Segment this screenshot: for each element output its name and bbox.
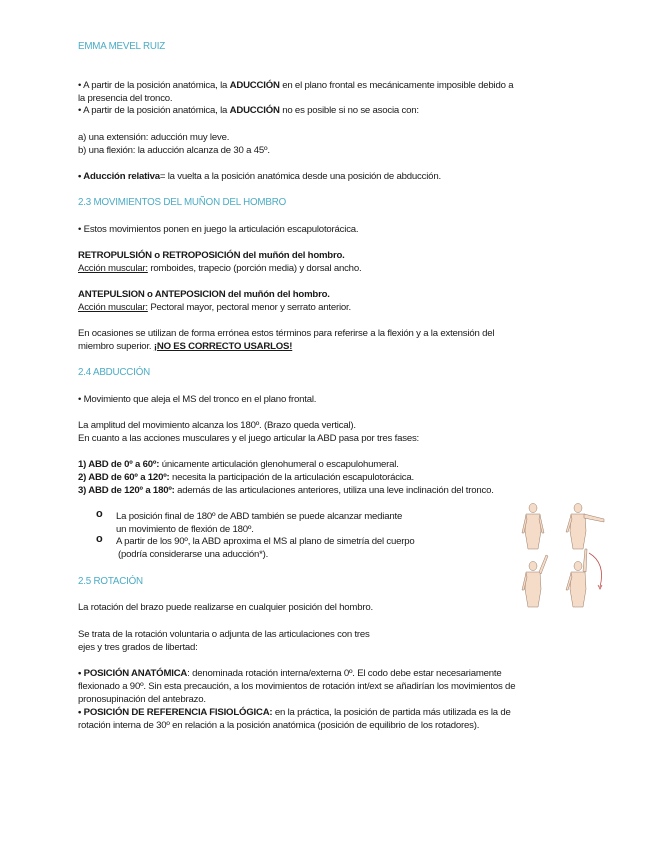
s24-amplitude xyxy=(78,419,419,445)
text: además de las articulaciones anteriores, utiliza una leve inclinación del tronco. xyxy=(174,485,494,496)
text: : denominada rotación interna/externa 0º. El codo debe estar necesariamente xyxy=(187,668,502,679)
s24-bullet: • Movimiento que aleja el MS del tronco en el plano frontal. xyxy=(78,394,317,405)
text: = la vuelta a la posición anatómica desde una posición de abducción. xyxy=(159,171,441,182)
list-marker: o xyxy=(96,533,103,545)
text: pronosupinación del antebrazo. xyxy=(78,694,206,705)
bold-term: ADUCCIÓN xyxy=(229,105,280,116)
adduction-combinations xyxy=(78,131,270,157)
bold-term: ADUCCIÓN xyxy=(229,80,280,91)
s25-rotation-def xyxy=(78,628,370,654)
text: ejes y tres grados de libertad: xyxy=(78,642,198,653)
text: • A partir de la posición anatómica, la xyxy=(78,105,230,116)
retro-title: RETROPULSIÓN o RETROPOSICIÓN del muñón del hombro. xyxy=(78,250,345,261)
section-heading-2-4: 2.4 ABDUCCIÓN xyxy=(78,367,150,378)
warning-text: ¡NO ES CORRECTO USARLOS! xyxy=(153,341,293,352)
text: Pectoral mayor, pectoral menor y serrato anterior. xyxy=(147,302,351,313)
s23-bullet: • Estos movimientos ponen en juego la articulación escapulotorácica. xyxy=(78,224,359,235)
text: en la práctica, la posición de partida más utilizada es la de xyxy=(272,707,511,718)
text: En ocasiones se utilizan de forma errónea estos términos para referirse a la flexión y a la extensión del xyxy=(78,328,495,339)
sub-point-2 xyxy=(116,535,415,561)
text: La amplitud del movimiento alcanza los 180º. (Brazo queda vertical). xyxy=(78,420,356,431)
text: no es posible si no se asocia con: xyxy=(279,105,419,116)
text: Se trata de la rotación voluntaria o adjunta de las articulaciones con tres xyxy=(78,629,370,640)
list-marker: o xyxy=(96,508,103,520)
muscle-action-label: Acción muscular: xyxy=(78,302,148,313)
text: La posición final de 180º de ABD también se puede alcanzar mediante xyxy=(116,511,403,522)
section-heading-2-3: 2.3 MOVIMIENTOS DEL MUÑON DEL HOMBRO xyxy=(78,197,287,208)
reference-position xyxy=(78,706,511,732)
text: únicamente articulación glenohumeral o escapulohumeral. xyxy=(159,459,399,470)
adduction-bullet-2 xyxy=(78,104,419,117)
phase-label: 1) ABD de 0º a 60º: xyxy=(78,459,160,470)
text: (podría considerarse una aducción*). xyxy=(118,549,269,560)
sub-point-1 xyxy=(116,510,402,536)
bold-term: • POSICIÓN DE REFERENCIA FISIOLÓGICA: xyxy=(78,707,273,718)
s25-intro: La rotación del brazo puede realizarse en cualquier posición del hombro. xyxy=(78,602,373,613)
anatomic-position xyxy=(78,667,515,706)
phase-label: 3) ABD de 120º a 180º: xyxy=(78,485,175,496)
abd-phases xyxy=(78,458,494,497)
section-heading-2-5: 2.5 ROTACIÓN xyxy=(78,576,143,587)
phase-label: 2) ABD de 60º a 120º: xyxy=(78,472,170,483)
text: necesita la participación de la articulación escapulotorácica. xyxy=(169,472,414,483)
text: romboides, trapecio (porción media) y dorsal ancho. xyxy=(147,263,362,274)
retropulsion-block xyxy=(78,249,361,275)
text: rotación interna de 30º en relación a la posición anatómica (posición de equilibrio de los rotadores). xyxy=(78,720,480,731)
adduction-bullet-1 xyxy=(78,79,513,105)
bold-term: • Aducción relativa xyxy=(78,171,160,182)
text: miembro superior. xyxy=(78,341,154,352)
text: En cuanto a las acciones musculares y el juego articular la ABD pasa por tres fases: xyxy=(78,433,420,444)
combo-flexion: b) una flexión: la aducción alcanza de 30 a 45º. xyxy=(78,145,270,156)
text: en el plano frontal es mecánicamente imposible debido a xyxy=(279,80,514,91)
text: • A partir de la posición anatómica, la xyxy=(78,80,230,91)
s23-note xyxy=(78,327,494,353)
text: la presencia del tronco. xyxy=(78,93,173,104)
bold-term: • POSICIÓN ANATÓMICA xyxy=(78,668,188,679)
combo-extension: a) una extensión: aducción muy leve. xyxy=(78,132,230,143)
author-name: EMMA MEVEL RUIZ xyxy=(78,41,165,52)
relative-adduction xyxy=(78,170,441,183)
anatomy-abduction-figure xyxy=(516,497,608,609)
ante-title: ANTEPULSION o ANTEPOSICION del muñón del hombro. xyxy=(78,289,330,300)
text: A partir de los 90º, la ABD aproxima el MS al plano de simetría del cuerpo xyxy=(116,536,415,547)
text: flexionado a 90º. Sin esta precaución, a los movimientos de rotación int/ext se añadirían los movimientos de xyxy=(78,681,516,692)
text: un movimiento de flexión de 180º. xyxy=(116,524,254,535)
antepulsion-block xyxy=(78,288,351,314)
muscle-action-label: Acción muscular: xyxy=(78,263,148,274)
